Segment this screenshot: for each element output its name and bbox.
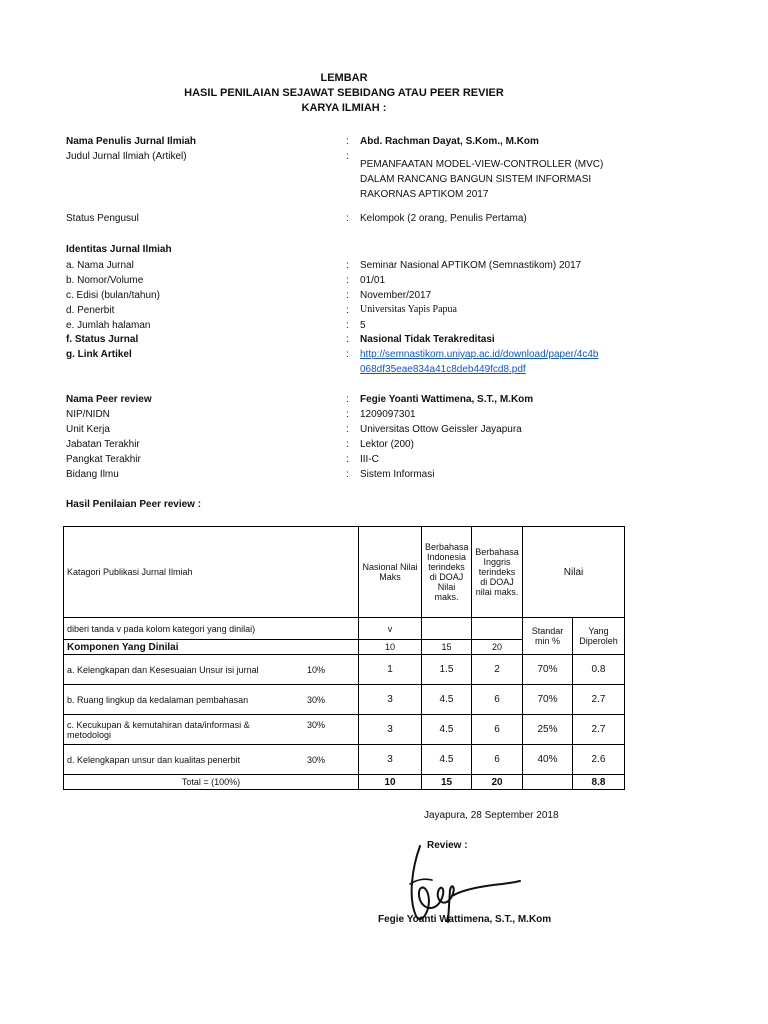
colon: : — [346, 394, 349, 405]
indonesian-score: 4.5 — [422, 715, 472, 745]
component-cell — [64, 745, 359, 775]
component-name: a. Kelengkapan dan Kesesuaian Unsur isi jurnal — [67, 664, 259, 675]
standard-min-value: 40% — [523, 745, 573, 775]
category-header: Katagori Publikasi Jurnal Ilmiah — [64, 527, 359, 618]
component-cell — [64, 685, 359, 715]
national-max-header: Nasional Nilai Maks — [359, 527, 422, 618]
assessment-table — [63, 526, 625, 790]
empty-cell — [422, 618, 472, 640]
component-name: d. Kelengkapan unsur dan kualitas penerbit — [67, 754, 241, 765]
reviewer-nip-label: NIP/NIDN — [66, 409, 110, 420]
journal-status-label: f. Status Jurnal — [66, 334, 139, 345]
national-score: 3 — [359, 715, 422, 745]
reviewer-name-value: Fegie Yoanti Wattimena, S.T., M.Kom — [360, 394, 534, 405]
reviewer-field-label: Bidang Ilmu — [66, 469, 119, 480]
results-heading: Hasil Penilaian Peer review : — [66, 499, 202, 510]
journal-heading: Identitas Jurnal Ilmiah — [66, 244, 172, 255]
total-row — [64, 775, 625, 790]
table-row — [64, 715, 625, 745]
table-row — [64, 685, 625, 715]
standard-min-value: 25% — [523, 715, 573, 745]
reviewer-rank-value: III-C — [360, 454, 379, 465]
table-row — [64, 745, 625, 775]
national-max-value: 10 — [359, 640, 422, 655]
total-obtained: 8.8 — [573, 775, 625, 790]
component-name: c. Kecukupan & kemutahiran data/informasi & metodologi — [67, 719, 250, 740]
signer-name: Fegie Yoanti Wattimena, S.T., M.Kom — [378, 914, 552, 925]
colon: : — [346, 409, 349, 420]
reviewer-name-label: Nama Peer review — [66, 394, 152, 405]
place-date: Jayapura, 28 September 2018 — [424, 810, 559, 821]
doc-title-karya: KARYA ILMIAH : — [301, 102, 387, 114]
obtained-value: 2.6 — [573, 745, 625, 775]
component-weight: 10% — [306, 664, 325, 675]
author-label: Nama Penulis Jurnal Ilmiah — [66, 136, 197, 147]
national-score: 3 — [359, 745, 422, 775]
colon: : — [346, 136, 349, 147]
journal-pages-value: 5 — [360, 320, 366, 331]
colon: : — [346, 320, 349, 331]
journal-number-label: b. Nomor/Volume — [66, 275, 144, 286]
doc-title-lembar: LEMBAR — [320, 72, 368, 84]
total-indonesian: 15 — [422, 775, 472, 790]
status-pengusul-value: Kelompok (2 orang, Penulis Pertama) — [360, 213, 527, 224]
colon: : — [346, 424, 349, 435]
colon: : — [346, 275, 349, 286]
colon: : — [346, 454, 349, 465]
journal-number-value: 01/01 — [360, 275, 386, 286]
english-score: 6 — [472, 685, 523, 715]
total-label: Total = (100%) — [64, 775, 359, 790]
table-row — [64, 655, 625, 685]
obtained-value: 2.7 — [573, 715, 625, 745]
english-score: 6 — [472, 715, 523, 745]
component-weight: 30% — [306, 694, 325, 705]
standard-min-header: Standar min % — [523, 618, 573, 655]
article-link[interactable]: http://semnastikom.uniyap.ac.id/download/paper/4c4b — [360, 349, 599, 360]
journal-edition-label: c. Edisi (bulan/tahun) — [66, 290, 160, 301]
total-english: 20 — [472, 775, 523, 790]
colon: : — [346, 334, 349, 345]
reviewer-nip-value: 1209097301 — [360, 409, 416, 420]
category-check-row — [64, 618, 625, 640]
journal-name-value: Seminar Nasional APTIKOM (Semnastikom) 2017 — [360, 260, 582, 271]
journal-pages-label: e. Jumlah halaman — [66, 320, 151, 331]
obtained-value: 0.8 — [573, 655, 625, 685]
article-label: Judul Jurnal Ilmiah (Artikel) — [66, 151, 187, 162]
english-doaj-header: Berbahasa Inggris terindeks di DOAJ nilai maks. — [472, 527, 523, 618]
colon: : — [346, 469, 349, 480]
empty-cell — [523, 775, 573, 790]
component-name: b. Ruang lingkup da kedalaman pembahasan — [67, 694, 249, 705]
score-header: Nilai — [523, 527, 625, 618]
indonesian-doaj-header: Berbahasa Indonesia terindeks di DOAJ Nilai maks. — [422, 527, 472, 618]
colon: : — [346, 349, 349, 360]
indonesian-score: 4.5 — [422, 745, 472, 775]
article-title-line: DALAM RANCANG BANGUN SISTEM INFORMASI — [360, 174, 592, 185]
colon: : — [346, 260, 349, 271]
obtained-value: 2.7 — [573, 685, 625, 715]
colon: : — [346, 151, 349, 162]
reviewer-position-value: Lektor (200) — [360, 439, 414, 450]
colon: : — [346, 439, 349, 450]
reviewer-unit-label: Unit Kerja — [66, 424, 110, 435]
indonesian-score: 1.5 — [422, 655, 472, 685]
standard-min-value: 70% — [523, 655, 573, 685]
journal-publisher-value: Universitas Yapis Papua — [360, 304, 457, 315]
journal-edition-value: November/2017 — [360, 290, 432, 301]
component-header: Komponen Yang Dinilai — [64, 640, 359, 655]
article-link-continued[interactable]: 068df35eae834a41c8deb449fcd8.pdf — [360, 364, 526, 375]
obtained-header: Yang Diperoleh — [573, 618, 625, 655]
article-title-line: PEMANFAATAN MODEL-VIEW-CONTROLLER (MVC) — [360, 159, 604, 170]
component-cell — [64, 655, 359, 685]
colon: : — [346, 213, 349, 224]
reviewer-rank-label: Pangkat Terakhir — [66, 454, 141, 465]
journal-name-label: a. Nama Jurnal — [66, 260, 134, 271]
article-link-label: g. Link Artikel — [66, 349, 132, 360]
indonesian-max-value: 15 — [422, 640, 472, 655]
journal-publisher-label: d. Penerbit — [66, 305, 115, 316]
national-check-mark: v — [359, 618, 422, 640]
indonesian-score: 4.5 — [422, 685, 472, 715]
component-weight: 30% — [306, 719, 325, 730]
english-score: 2 — [472, 655, 523, 685]
national-score: 1 — [359, 655, 422, 685]
journal-status-value: Nasional Tidak Terakreditasi — [360, 334, 495, 345]
total-national: 10 — [359, 775, 422, 790]
colon: : — [346, 305, 349, 316]
doc-title-main: HASIL PENILAIAN SEJAWAT SEBIDANG ATAU PEER REVIER — [184, 87, 504, 99]
english-score: 6 — [472, 745, 523, 775]
check-instruction: diberi tanda v pada kolom kategori yang dinilai) — [64, 618, 359, 640]
author-value: Abd. Rachman Dayat, S.Kom., M.Kom — [360, 136, 539, 147]
national-score: 3 — [359, 685, 422, 715]
reviewer-position-label: Jabatan Terakhir — [66, 439, 140, 450]
review-label: Review : — [427, 840, 468, 851]
table-header-row — [64, 527, 625, 618]
colon: : — [346, 290, 349, 301]
reviewer-field-value: Sistem Informasi — [360, 469, 435, 480]
english-max-value: 20 — [472, 640, 523, 655]
empty-cell — [472, 618, 523, 640]
standard-min-value: 70% — [523, 685, 573, 715]
status-pengusul-label: Status Pengusul — [66, 213, 139, 224]
reviewer-unit-value: Universitas Ottow Geissler Jayapura — [360, 424, 522, 435]
component-weight: 30% — [306, 754, 325, 765]
article-title-line: RAKORNAS APTIKOM 2017 — [360, 189, 489, 200]
component-cell — [64, 715, 359, 745]
